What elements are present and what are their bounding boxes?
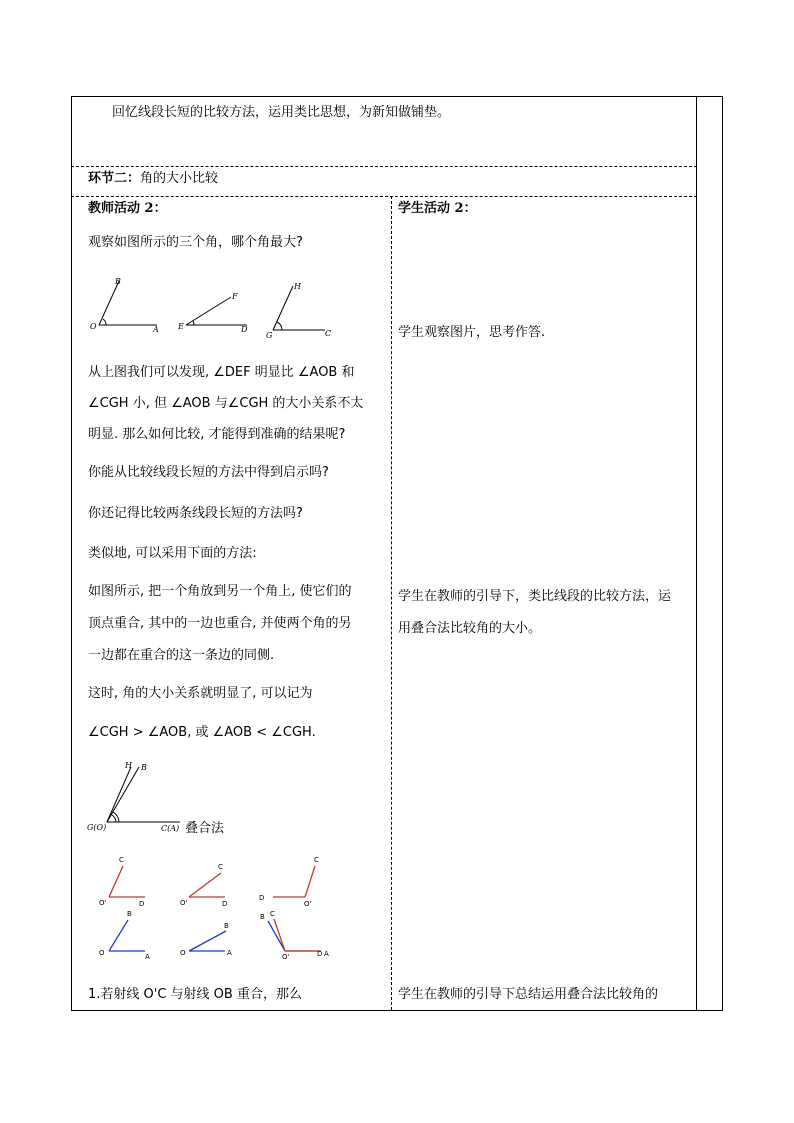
fig3-case3-label-D2: D — [317, 950, 323, 958]
fig3-case3-label-Op2: O' — [282, 953, 290, 961]
teacher-p4: 你还记得比较两条线段长短的方法吗? — [88, 506, 303, 521]
fig2-label-B: B — [141, 763, 147, 772]
teacher-p8: ∠CGH > ∠AOB, 或 ∠AOB < ∠CGH. — [88, 725, 316, 740]
fig2-label-H: H — [125, 761, 132, 770]
fig3-case1-label-Op: O' — [99, 899, 107, 907]
fig2-label-GO: G(O) — [87, 823, 107, 832]
fig1-label-A: A — [153, 325, 159, 334]
row-divider-1 — [71, 166, 697, 167]
fig1-label-G: G — [266, 331, 273, 340]
student-s2-line2: 用叠合法比较角的大小。 — [398, 621, 542, 636]
table-left-border — [71, 96, 72, 1010]
fig3-case2-label-C: C — [218, 863, 223, 871]
teacher-p6-line3: 一边都在重合的这一条边的同侧. — [88, 648, 275, 663]
fig1-label-E: E — [178, 322, 184, 331]
teacher-p1: 观察如图所示的三个角，哪个角最大? — [88, 235, 303, 250]
fig1-label-D: D — [241, 325, 248, 334]
teacher-p6-line1: 如图所示, 把一个角放到另一个角上, 使它们的 — [88, 584, 352, 599]
fig3-case3-label-C2: C — [270, 910, 275, 918]
fig3-case2-label-B: B — [224, 922, 229, 930]
fig1-label-H: H — [294, 282, 301, 291]
fig3-case1-label-O: O — [99, 949, 105, 957]
teacher-p2-line2: ∠CGH 小, 但 ∠AOB 与∠CGH 的大小关系不太 — [88, 396, 364, 411]
fig1-label-F: F — [232, 292, 238, 301]
teacher-p6-line2: 顶点重合, 其中的一边也重合, 并使两个角的另 — [88, 616, 352, 631]
teacher-p2-line1: 从上图我们可以发现, ∠DEF 明显比 ∠AOB 和 — [88, 365, 355, 380]
student-s3: 学生在教师的引导下总结运用叠合法比较角的 — [398, 987, 659, 1002]
table-bottom-border — [71, 1010, 723, 1011]
fig3-case2-label-O: O — [180, 949, 186, 957]
fig1-label-O: O — [90, 322, 97, 331]
student-s1: 学生观察图片，思考作答. — [398, 325, 546, 340]
teacher-p9: 1.若射线 O'C 与射线 OB 重合，那么 — [88, 987, 302, 1002]
fig2-label-CA: C(A) — [161, 824, 180, 833]
student-heading: 学生活动 2： — [398, 201, 477, 216]
row-divider-2 — [71, 196, 697, 197]
section2-heading-title: 角的大小比较 — [140, 171, 219, 186]
teacher-p5: 类似地, 可以采用下面的方法: — [88, 546, 257, 561]
fig1-label-B: B — [115, 277, 121, 286]
teacher-p2-line3: 明显. 那么如何比较, 才能得到准确的结果呢? — [88, 427, 346, 442]
fig3-case1-label-A: A — [145, 953, 150, 961]
overlap-cases-figure — [85, 852, 345, 962]
table-inner-right-border — [696, 96, 697, 1010]
fig2-caption: 叠合法 — [185, 821, 225, 836]
section1-text: 回忆线段长短的比较方法，运用类比思想，为新知做铺垫。 — [112, 105, 451, 120]
fig3-case1-label-C: C — [119, 856, 124, 864]
fig3-case2-label-Op: O' — [180, 899, 188, 907]
fig3-case1-label-B: B — [127, 910, 132, 918]
section2-heading-label: 环节二： — [88, 171, 141, 186]
fig3-case2-label-A: A — [227, 949, 232, 957]
fig3-case3-label-B: B — [260, 913, 265, 921]
fig3-case3-label-A: A — [324, 950, 329, 958]
student-s2-line1: 学生在教师的引导下，类比线段的比较方法，运 — [398, 589, 672, 604]
section2-heading — [88, 170, 218, 188]
fig1-label-C: C — [325, 329, 332, 338]
teacher-p3: 你能从比较线段长短的方法中得到启示吗? — [88, 465, 329, 480]
fig3-case2-label-D: D — [222, 900, 228, 908]
three-angles-figure — [85, 276, 345, 340]
teacher-heading: 教师活动 2： — [88, 201, 167, 216]
fig3-case3-label-D: D — [259, 894, 265, 902]
column-divider — [391, 196, 392, 1010]
fig3-case3-label-Op: O' — [304, 900, 312, 908]
fig3-case3-label-C: C — [314, 856, 319, 864]
table-top-border — [71, 96, 723, 97]
teacher-p7: 这时, 角的大小关系就明显了, 可以记为 — [88, 686, 313, 701]
overlap-figure — [85, 758, 195, 838]
fig3-case1-label-D: D — [139, 900, 145, 908]
table-outer-right-border — [722, 96, 723, 1010]
